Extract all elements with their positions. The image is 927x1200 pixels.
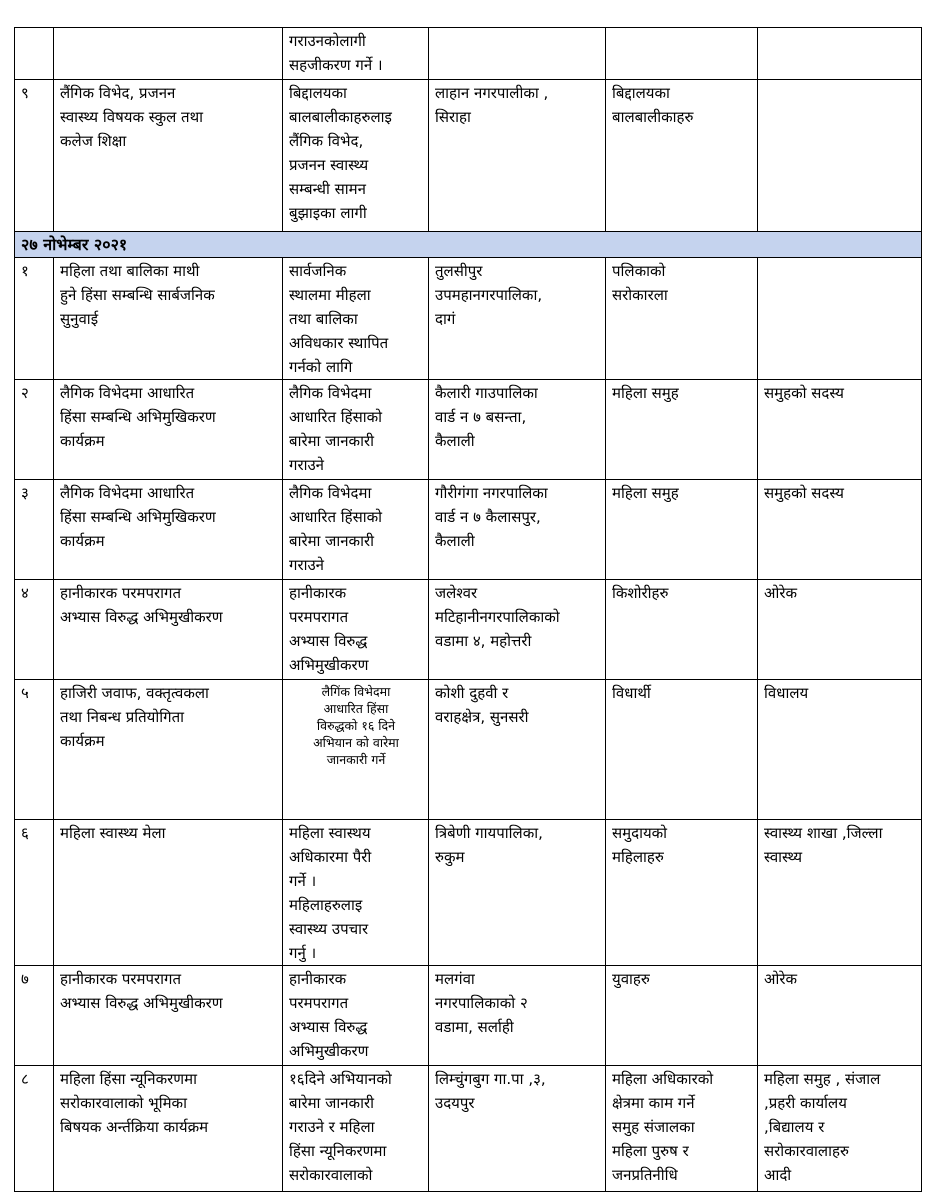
cell-title (54, 28, 283, 80)
cell-num: ८ (15, 1066, 54, 1192)
cell-target: किशोरीहरु (606, 580, 758, 680)
table-row (15, 380, 922, 480)
cell-num (15, 28, 54, 80)
cell-target: महिला अधिकारको क्षेत्रमा काम गर्ने समुह संजालका महिला पुरुष र जनप्रतिनीधि (606, 1066, 758, 1192)
cell-target: महिला समुह (606, 380, 758, 480)
section-date-header: २७ नोभेम्बर २०२१ (15, 232, 922, 258)
table-body-main (15, 258, 922, 1192)
table-row (15, 80, 922, 232)
cell-target: विधार्थी (606, 680, 758, 820)
cell-purpose: १६दिने अभियानको बारेमा जानकारी गराउने र महिला हिंसा न्यूनिकरणमा सरोकारवालाको (283, 1066, 429, 1192)
cell-num: ९ (15, 80, 54, 232)
cell-num: १ (15, 258, 54, 380)
cell-title: महिला तथा बालिका माथी हुने हिंसा सम्बन्धि सार्बजनिक सुनुवाई (54, 258, 283, 380)
cell-purpose: लैगिक विभेदमा आधारित हिंसाको बारेमा जानकारी गराउने (283, 380, 429, 480)
cell-partner (758, 28, 922, 80)
cell-target (606, 28, 758, 80)
table-row (15, 580, 922, 680)
cell-purpose: सार्वजनिक स्थालमा मीहला तथा बालिका अविधकार स्थापित गर्नको लागि (283, 258, 429, 380)
cell-partner: ओरेक (758, 966, 922, 1066)
cell-partner: विधालय (758, 680, 922, 820)
cell-num: ५ (15, 680, 54, 820)
cell-purpose: हानीकारक परमपरागत अभ्यास विरुद्ध अभिमुखीकरण (283, 966, 429, 1066)
table-row (15, 680, 922, 820)
table-row (15, 258, 922, 380)
table-row (15, 1066, 922, 1192)
table-row (15, 966, 922, 1066)
cell-purpose: हानीकारक परमपरागत अभ्यास विरुद्ध अभिमुखीकरण (283, 580, 429, 680)
cell-title: लैगिक विभेदमा आधारित हिंसा सम्बन्धि अभिमुखिकरण कार्यक्रम (54, 380, 283, 480)
cell-title: हानीकारक परमपरागत अभ्यास विरुद्ध अभिमुखीकरण (54, 966, 283, 1066)
cell-title: हानीकारक परमपरागत अभ्यास विरुद्ध अभिमुखीकरण (54, 580, 283, 680)
cell-target: पलिकाको सरोकारला (606, 258, 758, 380)
cell-place: गौरीगंगा नगरपालिका वार्ड न ७ कैलासपुर, कैलाली (429, 480, 606, 580)
cell-target: महिला समुह (606, 480, 758, 580)
cell-place: कैलारी गाउपालिका वार्ड न ७ बसन्ता, कैलाली (429, 380, 606, 480)
table-row (15, 820, 922, 966)
cell-title: हाजिरी जवाफ, वक्तृत्वकला तथा निबन्ध प्रतियोगिता कार्यक्रम (54, 680, 283, 820)
cell-partner: महिला समुह , संजाल ,प्रहरी कार्यालय ,बिद्यालय र सरोकारवालाहरु आदी (758, 1066, 922, 1192)
cell-purpose: महिला स्वास्थय अधिकारमा पैरी गर्ने । महिलाहरुलाइ स्वास्थ्य उपचार गर्नु । (283, 820, 429, 966)
cell-partner (758, 258, 922, 380)
cell-partner: समुहको सदस्य (758, 480, 922, 580)
cell-place: लिम्चुंगबुग गा.पा ,३, उदयपुर (429, 1066, 606, 1192)
cell-purpose: बिद्दालयका बालबालीकाहरुलाइ लैंगिक विभेद, प्रजनन स्वास्थ्य सम्बन्धी सामन बुझाइका लागी (283, 80, 429, 232)
cell-num: २ (15, 380, 54, 480)
cell-purpose: लैगिंक विभेदमा आधारित हिंसा विरुद्धको १६ दिने अभियान को वारेमा जानकारी गर्ने (283, 680, 429, 820)
cell-place: मलगंवा नगरपालिकाको २ वडामा, सर्लाही (429, 966, 606, 1066)
cell-place: कोशी दुहवी र वराहक्षेत्र, सुनसरी (429, 680, 606, 820)
cell-purpose: गराउनकोलागी सहजीकरण गर्ने । (283, 28, 429, 80)
cell-title: महिला हिंसा न्यूनिकरणमा सरोकारवालाको भूमिका बिषयक अर्न्तक्रिया कार्यक्रम (54, 1066, 283, 1192)
cell-place: जलेश्वर मटिहानीनगरपालिकाको वडामा ४, महोत्तरी (429, 580, 606, 680)
section-header-row (15, 232, 922, 258)
section-header-body (15, 232, 922, 258)
cell-num: ६ (15, 820, 54, 966)
cell-purpose: लैगिक विभेदमा आधारित हिंसाको बारेमा जानकारी गराउने (283, 480, 429, 580)
cell-partner: ओरेक (758, 580, 922, 680)
activity-table (14, 27, 922, 1192)
cell-num: ४ (15, 580, 54, 680)
cell-place: तुलसीपुर उपमहानगरपालिका, दागं (429, 258, 606, 380)
cell-partner: स्वास्थ्य शाखा ,जिल्ला स्वास्थ्य (758, 820, 922, 966)
table-row (15, 28, 922, 80)
cell-target: युवाहरु (606, 966, 758, 1066)
cell-target: समुदायको महिलाहरु (606, 820, 758, 966)
cell-target: बिद्दालयका बालबालीकाहरु (606, 80, 758, 232)
cell-partner: समुहको सदस्य (758, 380, 922, 480)
table-body-top (15, 28, 922, 232)
cell-num: ३ (15, 480, 54, 580)
cell-title: महिला स्वास्थ्य मेला (54, 820, 283, 966)
cell-title: लैगिक विभेदमा आधारित हिंसा सम्बन्धि अभिमुखिकरण कार्यक्रम (54, 480, 283, 580)
table-row (15, 480, 922, 580)
cell-place (429, 28, 606, 80)
cell-partner (758, 80, 922, 232)
cell-place: त्रिबेणी गायपालिका, रुकुम (429, 820, 606, 966)
cell-title: लैंगिक विभेद, प्रजनन स्वास्थ्य विषयक स्कुल तथा कलेज शिक्षा (54, 80, 283, 232)
cell-num: ७ (15, 966, 54, 1066)
cell-place: लाहान नगरपालीका , सिराहा (429, 80, 606, 232)
